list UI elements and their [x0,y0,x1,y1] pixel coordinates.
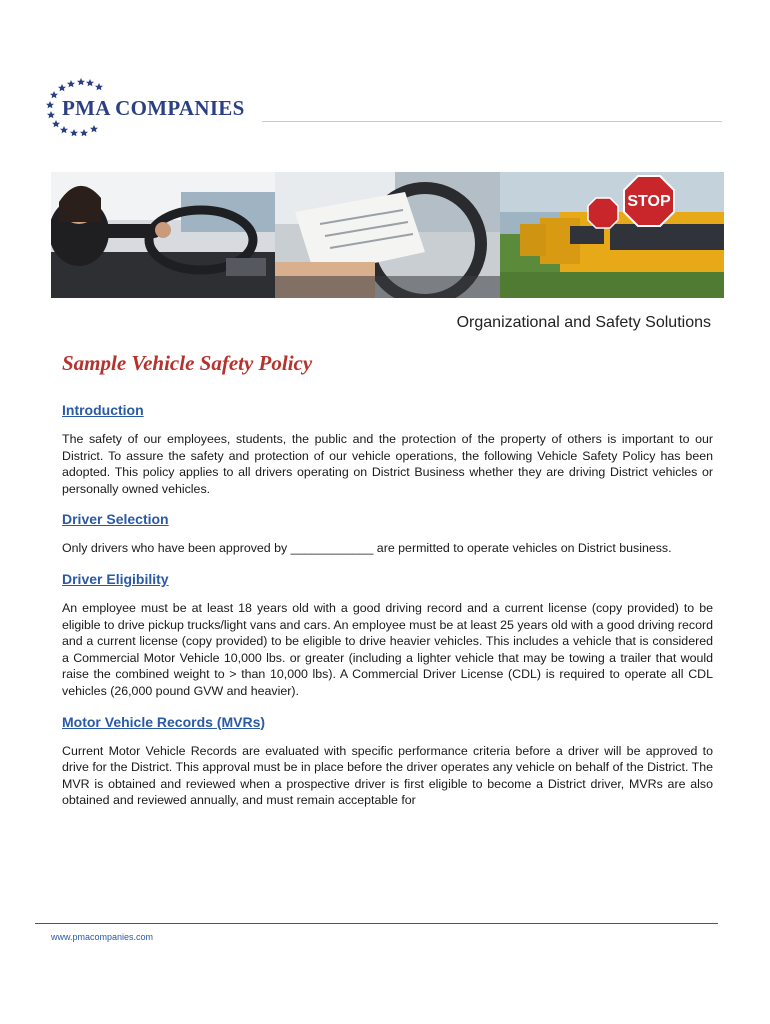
clipboard-inspection-photo [275,172,500,298]
section-body: Only drivers who have been approved by ____________ are permitted to operate vehicles on District business. [62,541,672,556]
section-introduction [62,400,713,497]
section-heading: Driver Eligibility [62,570,169,587]
tagline: Organizational and Safety Solutions [456,314,711,331]
document-title: Sample Vehicle Safety Policy [62,351,313,375]
stop-sign-text: STOP [627,193,671,210]
company-name: PMA COMPANIES [62,96,245,120]
section-driver-eligibility [62,569,713,700]
section-motor-vehicle-records [62,712,713,809]
policy-content [62,400,713,821]
school-buses-stop-photo [500,172,724,298]
section-driver-selection [62,509,713,557]
section-heading: Introduction [62,402,144,418]
section-body: The safety of our employees, students, the public and the protection of the property of others is important to our District. To assure the safety and protection of our vehicle operations, the following Vehicle Safety Policy has been adopted. This policy applies to all drivers operating on District Business whether they are driving District vehicles or personally owned vehicles. [62,432,713,496]
section-body: Current Motor Vehicle Records are evaluated with specific performance criteria before a driver will be approved to drive for the District. This approval must be in place before the driver operates any vehicle on behalf of the District. The MVR is obtained and reviewed when a prospective driver is first eligible to become a District driver, MVRs are also obtained and reviewed annually, and must remain acceptable for [62,743,713,808]
banner [51,172,724,298]
driver-at-wheel-photo [51,172,275,298]
section-heading: Driver Selection [62,511,169,528]
footer-website-link[interactable]: www.pmacompanies.com [51,932,154,942]
footer-divider [35,923,718,924]
section-body: An employee must be at least 18 years old with a good driving record and a current license (copy provided) to be eligible to drive pickup trucks/light vans and cars. An employee must be at least 25 years old with a good driving record and a current license (copy provided) to be eligible to drive heavier vehicles. This includes a vehicle that is considered a Commercial Motor Vehicle 10,000 lbs. or greater (including a lighter vehicle that may be towing a trailer that would raise the combined weight to > than 10,000 lbs). A Commercial Driver License (CDL) is required to operate all CDL vehicles (26,000 pound GVW and heavier). [62,600,713,698]
section-heading: Motor Vehicle Records (MVRs) [62,713,266,730]
header-divider [262,121,722,122]
